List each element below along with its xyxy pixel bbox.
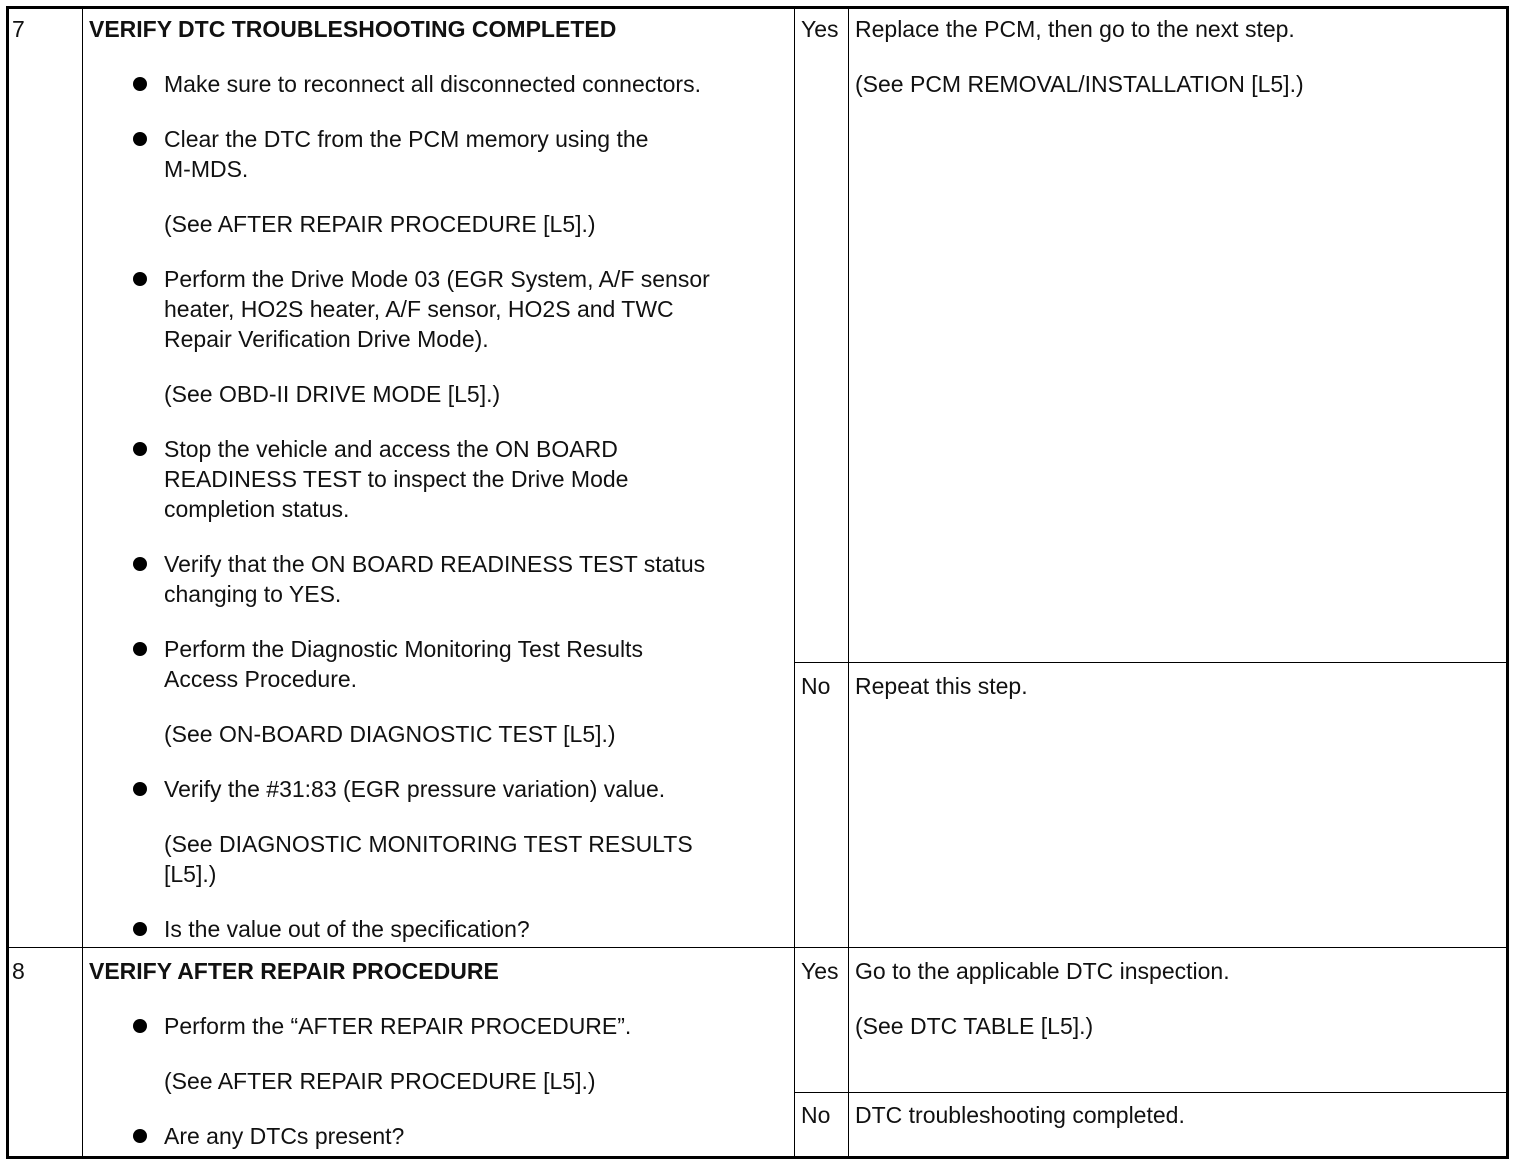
bullet-icon <box>133 132 147 146</box>
bullet-text: READINESS TEST to inspect the Drive Mode <box>164 466 629 492</box>
bullet-icon <box>133 782 147 796</box>
bullet-text: Verify that the ON BOARD READINESS TEST status <box>164 551 706 577</box>
yes-action: Go to the applicable DTC inspection. <box>855 958 1230 984</box>
column-divider-action <box>794 9 795 1156</box>
bullet-icon <box>133 642 147 656</box>
bullet-icon <box>133 77 147 91</box>
bullet-text: changing to YES. <box>164 581 342 607</box>
bullet-icon <box>133 557 147 571</box>
bullet-text: Perform the “AFTER REPAIR PROCEDURE”. <box>164 1013 632 1039</box>
column-divider-result <box>848 9 849 1156</box>
reference-text: (See AFTER REPAIR PROCEDURE [L5].) <box>164 211 596 237</box>
bullet-icon <box>133 272 147 286</box>
yes-action: Replace the PCM, then go to the next step. <box>855 16 1295 42</box>
reference-text: (See AFTER REPAIR PROCEDURE [L5].) <box>164 1068 596 1094</box>
bullet-text: Verify the #31:83 (EGR pressure variation) value. <box>164 776 666 802</box>
no-action: Repeat this step. <box>855 673 1028 699</box>
bullet-text: M-MDS. <box>164 156 249 182</box>
step-title: VERIFY AFTER REPAIR PROCEDURE <box>89 958 499 984</box>
no-label: No <box>801 1102 831 1128</box>
bullet-text: Perform the Diagnostic Monitoring Test Results <box>164 636 643 662</box>
column-divider-step <box>82 9 83 1156</box>
row-divider-step-8-yes-no <box>794 1092 1506 1093</box>
troubleshooting-table <box>6 6 1509 1159</box>
reference-text: (See OBD-II DRIVE MODE [L5].) <box>164 381 501 407</box>
reference-text: (See DIAGNOSTIC MONITORING TEST RESULTS <box>164 831 693 857</box>
bullet-text: Stop the vehicle and access the ON BOARD <box>164 436 618 462</box>
reference-text: (See ON-BOARD DIAGNOSTIC TEST [L5].) <box>164 721 616 747</box>
bullet-text: Are any DTCs present? <box>164 1123 405 1149</box>
bullet-icon <box>133 922 147 936</box>
yes-label: Yes <box>801 958 839 984</box>
bullet-text: heater, HO2S heater, A/F sensor, HO2S and TWC <box>164 296 674 322</box>
bullet-text: Is the value out of the specification? <box>164 916 530 942</box>
bullet-text: Perform the Drive Mode 03 (EGR System, A/F sensor <box>164 266 710 292</box>
yes-reference: (See DTC TABLE [L5].) <box>855 1013 1094 1039</box>
bullet-text: completion status. <box>164 496 350 522</box>
yes-reference: (See PCM REMOVAL/INSTALLATION [L5].) <box>855 71 1304 97</box>
row-divider-step-7-yes-no <box>794 662 1506 663</box>
step-number: 7 <box>12 16 25 42</box>
yes-label: Yes <box>801 16 839 42</box>
bullet-text: Repair Verification Drive Mode). <box>164 326 489 352</box>
bullet-icon <box>133 1019 147 1033</box>
step-number: 8 <box>12 958 25 984</box>
no-label: No <box>801 673 831 699</box>
bullet-text: Clear the DTC from the PCM memory using the <box>164 126 649 152</box>
bullet-icon <box>133 1129 147 1143</box>
reference-text: [L5].) <box>164 861 217 887</box>
bullet-icon <box>133 442 147 456</box>
bullet-text: Make sure to reconnect all disconnected connectors. <box>164 71 701 97</box>
bullet-text: Access Procedure. <box>164 666 358 692</box>
step-title: VERIFY DTC TROUBLESHOOTING COMPLETED <box>89 16 617 42</box>
row-divider-step-8 <box>9 947 1506 948</box>
no-action: DTC troubleshooting completed. <box>855 1102 1185 1128</box>
